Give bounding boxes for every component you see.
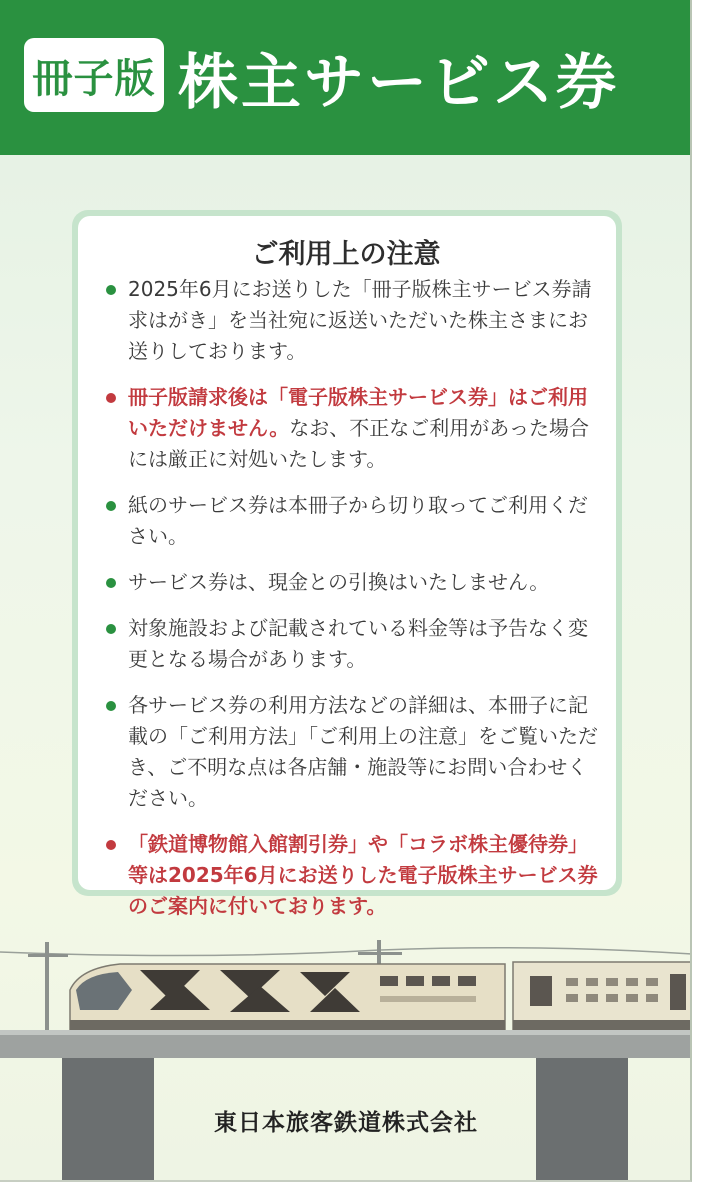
notice-item [104, 274, 604, 367]
bullet-icon [106, 285, 116, 295]
page-title: 株主サービス券 [178, 48, 619, 118]
notice-item [104, 690, 604, 814]
bullet-icon [106, 840, 116, 850]
notice-item [104, 382, 604, 475]
bullet-icon [106, 578, 116, 588]
notice-item [104, 613, 604, 675]
bullet-icon [106, 701, 116, 711]
catenary-pole-left [28, 942, 68, 1042]
notice-text: サービス券は、現金との引換はいたしません。 [128, 570, 550, 594]
train-on-viaduct-illustration [0, 930, 692, 1182]
notice-item [104, 829, 604, 922]
header-banner [0, 0, 692, 155]
bullet-icon [106, 624, 116, 634]
overhead-wire [0, 948, 692, 956]
edition-badge: 冊子版 [24, 38, 164, 112]
notice-emphasis-text: 冊子版請求後は「電子版株主サービス券」はご利用いただけません。 [128, 385, 588, 440]
train-icon [70, 962, 692, 1032]
company-name: 東日本旅客鉄道株式会社 [214, 1110, 478, 1136]
notice-list [104, 274, 604, 937]
viaduct-deck [0, 1034, 692, 1058]
notice-text: 各サービス券の利用方法などの詳細は、本冊子に記載の「ご利用方法」「ご利用上の注意」をご覧いただき、ご不明な点は各店舗・施設等にお問い合わせください。 [128, 693, 598, 810]
bullet-icon [106, 393, 116, 403]
notice-text: 対象施設および記載されている料金等は予告なく変更となる場合があります。 [128, 616, 588, 671]
bullet-icon [106, 501, 116, 511]
notice-text: 紙のサービス券は本冊子から切り取ってご利用ください。 [128, 493, 588, 548]
notice-text: なお、不正なご利用があった場合には厳正に対処いたします。 [128, 416, 590, 471]
notice-text: 2025年6月にお送りした「冊子版株主サービス券請求はがき」を当社宛に返送いただいた株主さまにお送りしております。 [128, 277, 592, 363]
notice-title: ご利用上の注意 [251, 239, 441, 270]
notice-emphasis-text: 「鉄道博物館入館割引券」や「コラボ株主優待券」等は2025年6月にお送りした電子版株主サービス券のご案内に付いております。 [128, 832, 598, 918]
notice-item [104, 567, 604, 598]
notice-item [104, 490, 604, 552]
